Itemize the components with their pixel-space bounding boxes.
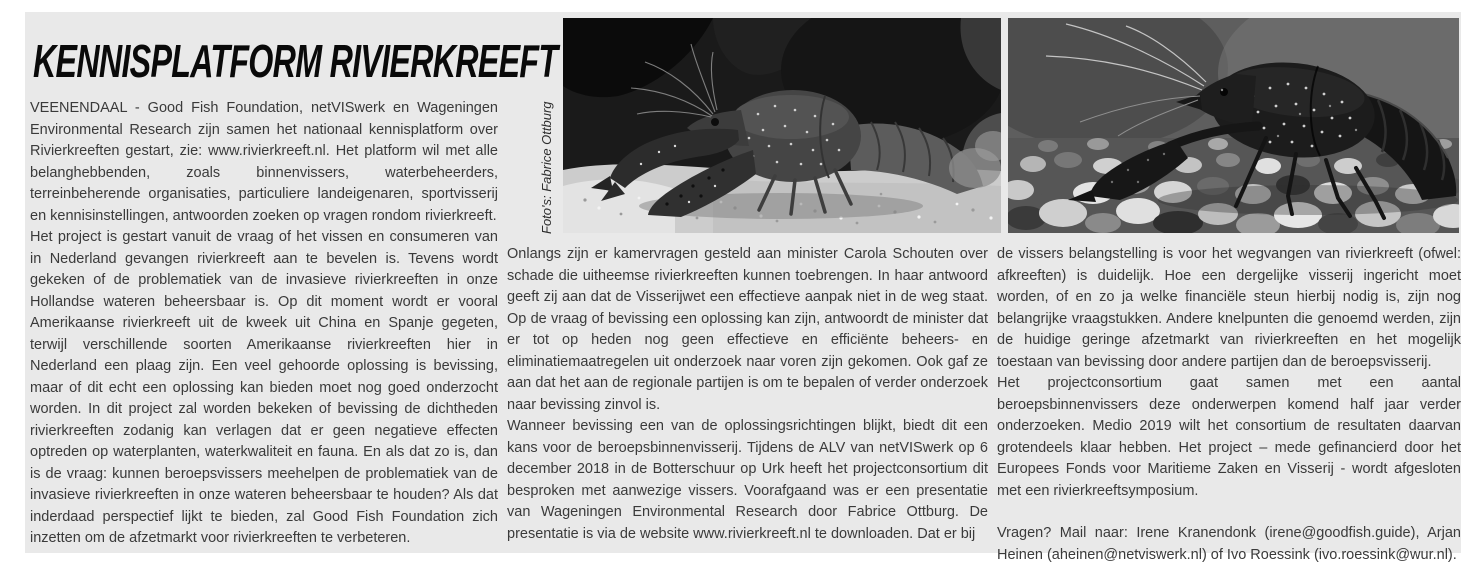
right-column-paragraph-2: Het projectconsortium gaat samen met een aantal beroepsbinnenvissers deze onderwerpen komend half jaar verder onderzoeken. Medio 2019 wilt het consortium de resultaten daarvan grotendeels klaar hebben. Het project – mede gefinancierd door het Europees Fonds voor Maritieme Zaken en Visserij - wordt afgesloten met een rivierkreeftsymposium.: [997, 375, 1461, 499]
middle-column-paragraph-2: Wanneer bevissing een van de oplossingsrichtingen blijkt, biedt dit een kans voor de beroepsbinnenvisserij. Tijdens de ALV van netVISwerk op 6 december 2018 in de Botterschuur op Urk heeft het projectconsortium dit besproken met aanwezige vissers. Voorafgaand was er een presentatie van Wageningen Environmental Research door Fabrice Ottburg. De presentatie is via de website www.rivierkreeft.nl te downloaden. Dat er bij: [507, 418, 988, 542]
article-panel: [25, 12, 1461, 563]
middle-column-paragraph-1: Onlangs zijn er kamervragen gesteld aan minister Carola Schouten over schade die uitheemse rivierkreeften kunnen toebrengen. In haar antwoord geeft zij aan dat de Visserijwet een effectieve aanpak niet in de weg staat. Op de vraag of bevissing een oplossing kan zijn, antwoordt de minister dat er tot op heden nog geen effectieve en efficiënte beheers- en eliminatiemaatregelen uit onderzoek naar voren zijn gekomen. Ook gaf ze aan dat het aan de regionale partijen is om te bepalen of verder onderzoek naar bevissing zinvol is.: [507, 246, 988, 413]
left-column-paragraph-1: VEENENDAAL - Good Fish Foundation, netVISwerk en Wageningen Environmental Research zijn samen het nationaal kennisplatform over Rivierkreeften gestart, zie: www.rivierkreeft.nl. Het platform wil met alle belanghebbenden, zoals binnenvissers, waterbeheerders, terreinbeherende organisaties, particuliere landeigenaren, sportvisserij en kennisinstellingen, antwoorden zoeken op vragen rondom rivierkreeft.: [30, 100, 498, 224]
crayfish-photo-right: [1008, 18, 1459, 233]
left-column-paragraph-2: Het project is gestart vanuit de vraag of het vissen en consumeren van in Nederland gevangen rivierkreeft aan te bevelen is. Tevens wordt gekeken of de problematiek van de invasieve rivierkreeften in onze Hollandse wateren beheersbaar is. Op dit moment wordt er vooral Amerikaanse rivierkreeft uit de kweek uit China en Spanje gegeten, terwijl verschillende soorten Amerikaanse rivierkreeften hier in Nederland een plaag zijn. Een veel gehoorde oplossing is bevissing, maar of dit echt een oplossing kan bieden moet nog goed onderzocht worden. In dit project zal worden bekeken of bevissing de dichtheden rivierkreeften zodanig kan verlagen dat er geen negatieve effecten optreden op waterplanten, waterkwaliteit en fauna. En als dat zo is, dan is de vraag: kunnen beroepsvissers meehelpen de problematiek van de invasieve rivierkreeften in onze wateren beheersbaar te houden? Als dat inderdaad perspectief lijkt te bieden, zal Good Fish Foundation zich inzetten om de afzetmarkt voor rivierkreeften te verbeteren.: [30, 229, 498, 546]
crayfish-photo-right-illustration: [1008, 18, 1459, 233]
contact-line: Vragen? Mail naar: Irene Kranendonk (irene@goodfish.guide), Arjan Heinen (aheinen@netviswerk.nl) of Ivo Roessink (ivo.roessink@wur.nl).: [997, 525, 1461, 563]
crayfish-shadow: [1158, 185, 1458, 215]
article-title: KENNISPLATFORM RIVIERKREEFT: [33, 35, 558, 87]
left-column: [30, 98, 498, 550]
crayfish-eye: [711, 118, 719, 126]
right-column-paragraph-1: de vissers belangstelling is voor het wegvangen van rivierkreeft (ofwel: afkreeften) is duidelijk. Hoe een dergelijke visserij ingericht moet worden, of en zo ja welke financiële steun hierbij nodig is, zijn nog belangrijke vraagstukken. Andere knelpunten die genoemd werden, zijn de huidige geringe afzetmarkt van rivierkreeften en het mogelijk toestaan van bevissing door andere partijen dan de beroepsvisserij.: [997, 246, 1461, 370]
photo-credit-caption: Foto's: Fabrice Ottburg: [539, 101, 554, 234]
middle-column: [507, 244, 988, 545]
right-column: [997, 244, 1461, 566]
crayfish-photo-left: [563, 18, 1001, 233]
crayfish-photo-left-illustration: [563, 18, 1001, 233]
